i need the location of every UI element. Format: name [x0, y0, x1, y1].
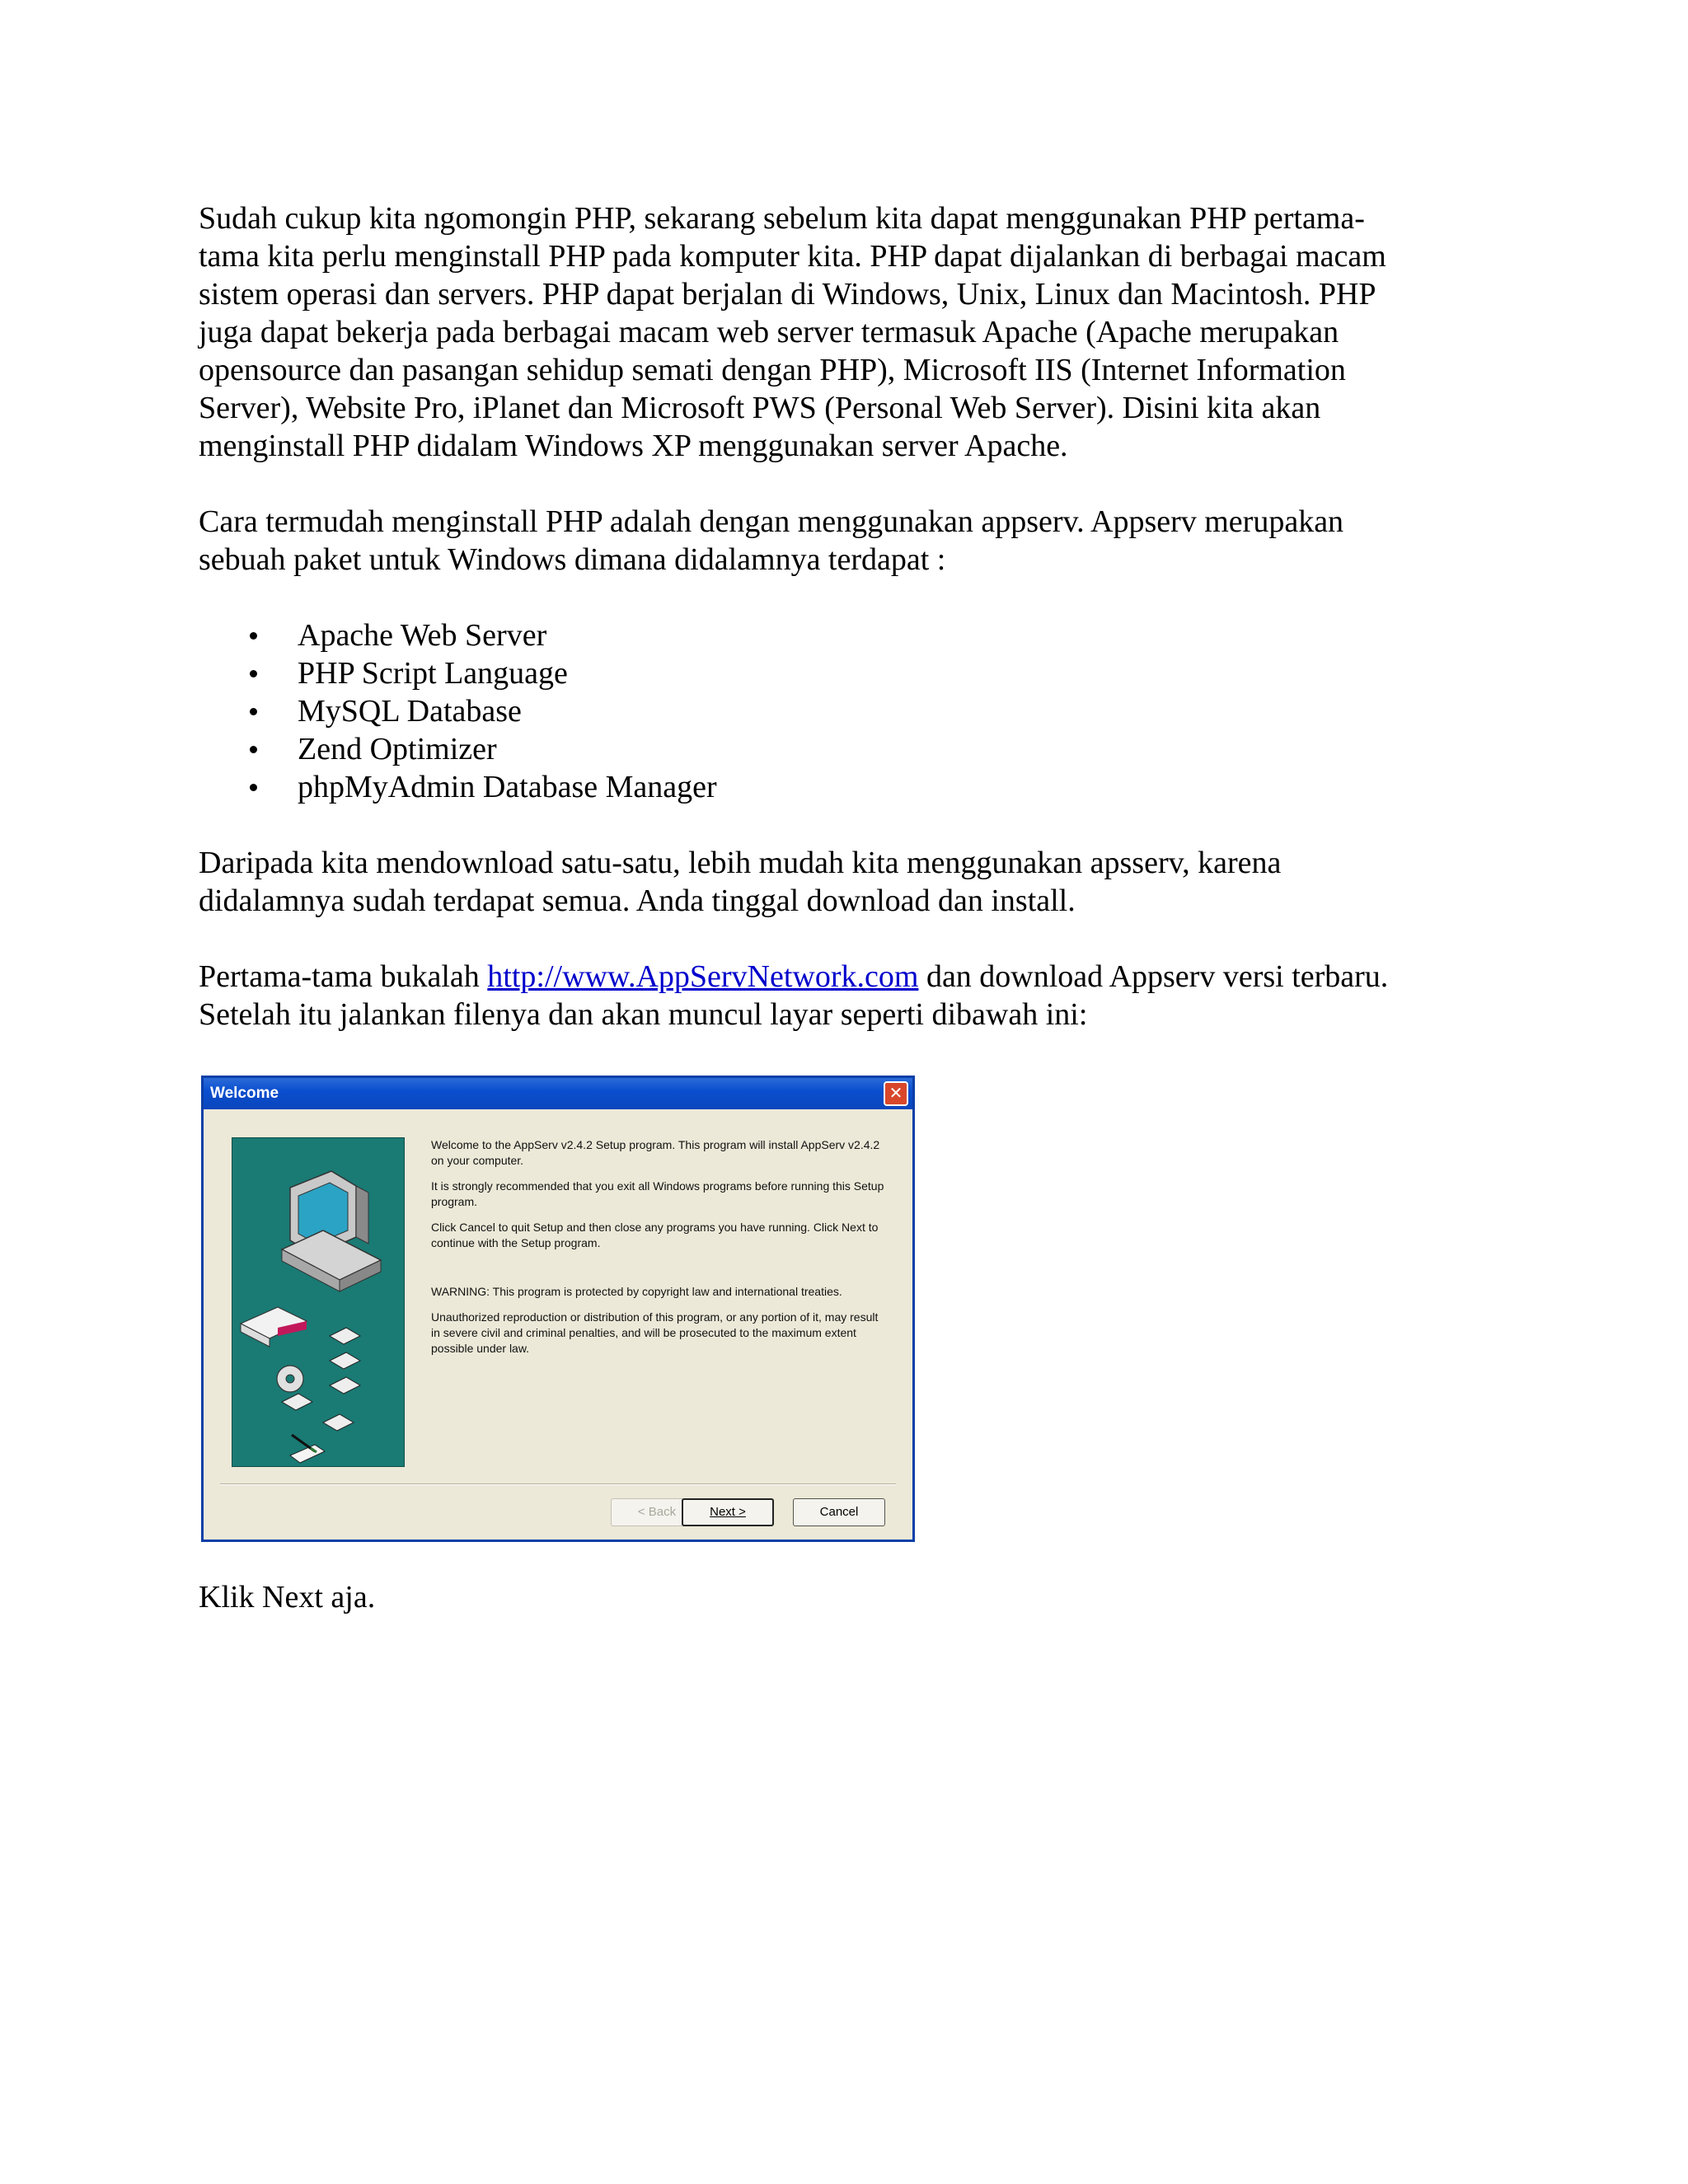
list-item: MySQL Database: [199, 692, 1484, 730]
instruction-text: Click Cancel to quit Setup and then close any programs you have running. Click Next to continue with the Setup program.: [431, 1221, 879, 1249]
document-body: [199, 199, 1484, 1033]
paragraph-instructions: Pertama-tama bukalah http://www.AppServNetwork.com dan download Appserv versi terbaru. Setelah itu jalankan filenya dan akan muncul layar seperti dibawah ini:: [199, 959, 1389, 1032]
computer-setup-illustration: [232, 1138, 404, 1466]
paragraph-intro: Sudah cukup kita ngomongin PHP, sekarang sebelum kita dapat menggunakan PHP pertama- tama kita perlu menginstall PHP pada komputer kita. PHP dapat dijalankan di berbagai macam sistem operasi dan servers. PHP dapat berjalan di Windows, Unix, Linux dan Macintosh. PHP juga dapat bekerja pada berbagai macam web server termasuk Apache (Apache merupakan opensource dan pasangan sehidup semati dengan PHP), Microsoft IIS (Internet Information Server), Website Pro, iPlanet dan Microsoft PWS (Personal Web Server). Disini kita akan menginstall PHP didalam Windows XP menggunakan server Apache.: [199, 201, 1386, 463]
paragraph-appserv: Cara termudah menginstall PHP adalah dengan menggunakan appserv. Appserv merupakan sebuah paket untuk Windows dimana didalamnya terdapat :: [199, 504, 1344, 577]
bullet-icon: [250, 670, 257, 677]
next-button-label: Next >: [710, 1505, 746, 1519]
setup-illustration-panel: [232, 1137, 405, 1467]
cancel-button[interactable]: Cancel: [793, 1498, 885, 1526]
appserv-link[interactable]: http://www.AppServNetwork.com: [487, 959, 919, 994]
closing-text: Klik Next aja.: [199, 1580, 376, 1615]
back-button[interactable]: < Back: [611, 1498, 703, 1526]
list-item: PHP Script Language: [199, 654, 1484, 692]
welcome-text: Welcome to the AppServ v2.4.2 Setup program. This program will install AppServ v2.4.2 on your computer.: [431, 1138, 880, 1167]
bullet-icon: [250, 746, 257, 753]
dialog-separator: [220, 1483, 896, 1485]
dialog-titlebar[interactable]: [204, 1078, 912, 1109]
close-icon[interactable]: ✕: [884, 1081, 908, 1106]
bullet-icon: [250, 632, 257, 640]
list-item: phpMyAdmin Database Manager: [199, 768, 1484, 806]
recommendation-text: It is strongly recommended that you exit all Windows programs before running this Setup program.: [431, 1179, 884, 1208]
warning-text: WARNING: This program is protected by copyright law and international treaties.: [431, 1285, 842, 1298]
next-button[interactable]: [682, 1498, 774, 1526]
dialog-title: Welcome: [210, 1085, 279, 1102]
bullet-icon: [250, 708, 257, 715]
list-item: Zend Optimizer: [199, 730, 1484, 768]
package-list: [199, 616, 1484, 806]
list-item: Apache Web Server: [199, 616, 1484, 654]
legal-text: Unauthorized reproduction or distribution of this program, or any portion of it, may result in severe civil and criminal penalties, and will be prosecuted to the maximum extent possible under law.: [431, 1310, 879, 1355]
paragraph-download: Daripada kita mendownload satu-satu, lebih mudah kita menggunakan apsserv, karena didalamnya sudah terdapat semua. Anda tinggal download dan install.: [199, 846, 1282, 918]
dialog-message: [431, 1137, 889, 1366]
setup-welcome-dialog: [201, 1076, 915, 1542]
bullet-icon: [250, 784, 257, 791]
